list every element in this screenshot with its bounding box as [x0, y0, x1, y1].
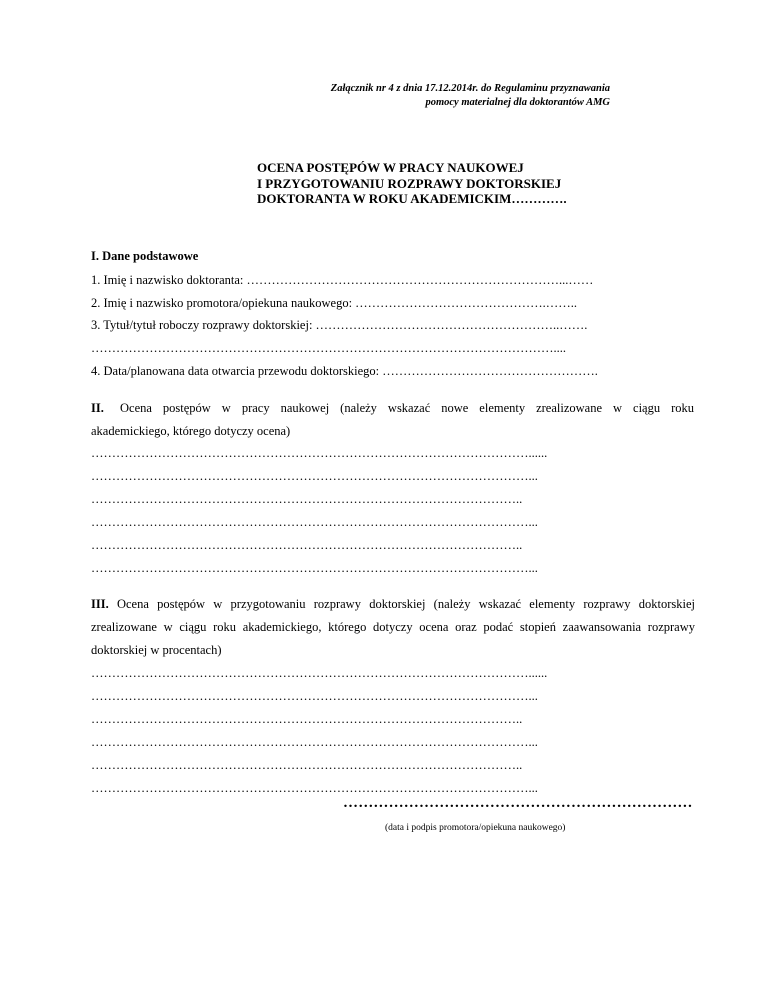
- section2-number: II.: [91, 401, 104, 415]
- section3-answer-line[interactable]: ……………………………………………………………………………………………...: [91, 781, 538, 795]
- section3-answer-line[interactable]: ……………………………………………………………………………………………......: [91, 666, 548, 680]
- field-dissertation-title-continued[interactable]: …………………………………………………………………………………………………....: [91, 341, 566, 355]
- section2-text-line1: Ocena postępów w pracy naukowej (należy wskazać nowe elementy zrealizowane w ciągu roku: [120, 401, 694, 415]
- document-title: [257, 160, 567, 207]
- section3-text-line1-body: Ocena postępów w przygotowaniu rozprawy doktorskiej (należy wskazać elementy rozprawy doktorskiej: [116, 597, 696, 611]
- title-line2: I PRZYGOTOWANIU ROZPRAWY DOKTORSKIEJ: [257, 175, 562, 191]
- section2-answer-line[interactable]: ……………………………………………………………………………………………...: [91, 515, 538, 529]
- section2-answer-line[interactable]: …………………………………………………………………………………………..: [91, 538, 523, 552]
- section3-answer-line[interactable]: …………………………………………………………………………………………..: [91, 712, 523, 726]
- title-line1: OCENA POSTĘPÓW W PRACY NAUKOWEJ: [257, 160, 524, 175]
- section1-heading: I. Dane podstawowe: [91, 249, 199, 263]
- attachment-header: [331, 82, 610, 110]
- section2-answer-line[interactable]: ……………………………………………………………………………………………...: [91, 469, 538, 483]
- section3-answer-line[interactable]: ……………………………………………………………………………………………...: [91, 735, 538, 749]
- attachment-header-line1: Załącznik nr 4 z dnia 17.12.2014r. do Regulaminu przyznawania: [330, 83, 610, 94]
- section3-answer-line[interactable]: …………………………………………………………………………………………..: [91, 758, 523, 772]
- field-dissertation-title[interactable]: 3. Tytuł/tytuł roboczy rozprawy doktorskiej: …………………………………………………..…….: [91, 318, 588, 332]
- section3-text-line3: doktorskiej w procentach): [91, 643, 222, 657]
- section3-number: III.: [91, 597, 109, 611]
- title-line3: DOKTORANTA W ROKU AKADEMICKIM………….: [257, 191, 567, 206]
- signature-caption: (data i podpis promotora/opiekuna naukowego): [385, 823, 566, 833]
- field-supervisor-name[interactable]: 2. Imię i nazwisko promotora/opiekuna naukowego: ……………………………………….……..: [91, 296, 578, 310]
- section3-answer-line[interactable]: ……………………………………………………………………………………………...: [91, 689, 538, 703]
- field-doctoral-student-name[interactable]: 1. Imię i nazwisko doktoranta: …………………………………………………………………...……: [91, 273, 594, 287]
- attachment-header-line2: pomocy materialnej dla doktorantów AMG: [425, 97, 610, 108]
- section2-answer-line[interactable]: …………………………………………………………………………………………..: [91, 492, 523, 506]
- field-opening-date[interactable]: 4. Data/planowana data otwarcia przewodu doktorskiego: …………………………………………….: [91, 364, 598, 378]
- signature-line[interactable]: ……………………………………………………………: [343, 795, 693, 811]
- section2-text-line2: akademickiego, którego dotyczy ocena): [91, 424, 291, 438]
- section2-answer-line[interactable]: ……………………………………………………………………………………………......: [91, 446, 548, 460]
- section3-text-line1: [91, 597, 695, 611]
- section2-answer-line[interactable]: ……………………………………………………………………………………………...: [91, 561, 538, 575]
- section3-text-line2: zrealizowane w ciągu roku akademickiego, którego dotyczy ocena oraz podać stopień zaawansowania rozprawy: [91, 620, 695, 634]
